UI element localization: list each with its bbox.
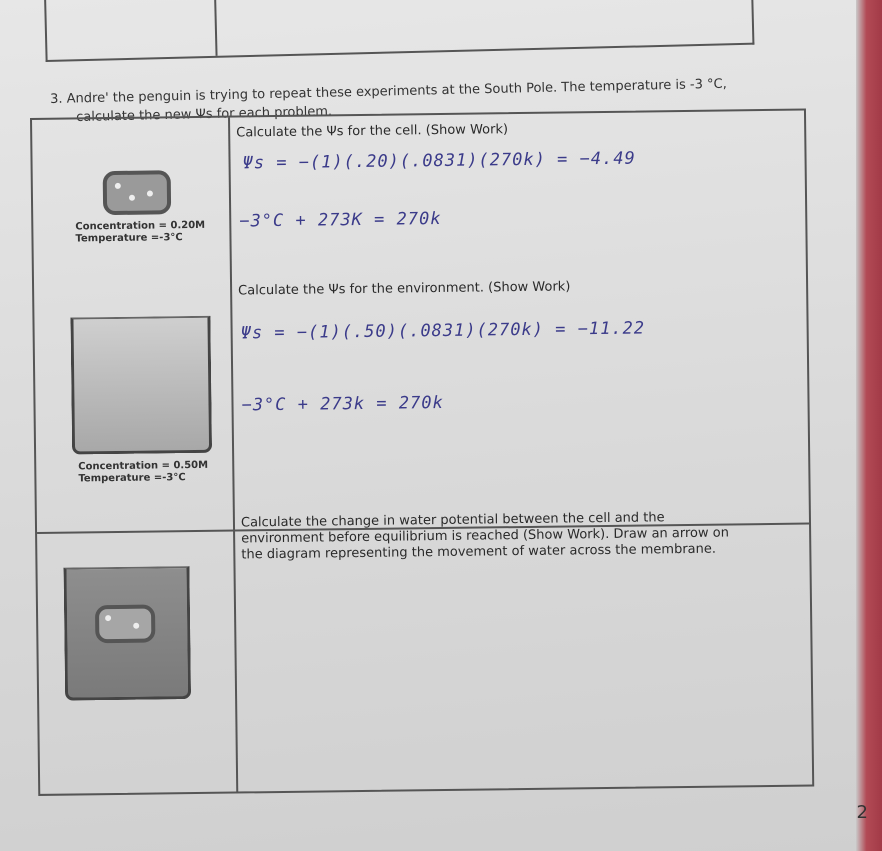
question-text-line2: calculate the new Ψs for each problem. [76, 104, 333, 125]
page-number: 2 [856, 802, 868, 823]
cell-temperature-label: Temperature =-3°C [75, 232, 183, 245]
cell-handwriting-1: Ψs = −(1)(.20)(.0831)(270k) = −4.49 [242, 148, 636, 174]
cell-in-beaker-icon [95, 605, 155, 644]
cell-prompt: Calculate the Ψs for the cell. (Show Work) [236, 122, 509, 141]
environment-beaker-icon [70, 316, 212, 455]
environment-temperature-label: Temperature =-3°C [78, 472, 186, 485]
environment-prompt: Calculate the Ψs for the environment. (Show Work) [238, 279, 571, 299]
environment-handwriting-1: Ψs = −(1)(.50)(.0831)(270k) = −11.22 [240, 318, 646, 344]
cell-concentration-label: Concentration = 0.20M [75, 219, 206, 233]
cell-diagram-icon [103, 170, 172, 215]
table-divider [214, 0, 218, 56]
previous-table-bottom [44, 0, 754, 62]
change-prompt-line1: Calculate the change in water potential between the cell and the [240, 510, 665, 531]
change-prompt-line2: environment before equilibrium is reached (Show Work). Draw an arrow on [241, 525, 730, 547]
cell-in-beaker-diagram [63, 566, 191, 701]
environment-concentration-label: Concentration = 0.50M [78, 459, 209, 473]
worksheet-grid [30, 109, 814, 796]
column-divider [228, 118, 238, 792]
environment-handwriting-2: −3°C + 273k = 270k [241, 392, 444, 416]
change-prompt-line3: the diagram representing the movement of water across the membrane. [241, 541, 717, 563]
question-text-line1: 3. Andre' the penguin is trying to repeat these experiments at the South Pole. The temperature is -3 °C, [50, 76, 727, 107]
cell-handwriting-2: −3°C + 273K = 270k [239, 208, 442, 232]
page-edge [856, 0, 882, 851]
